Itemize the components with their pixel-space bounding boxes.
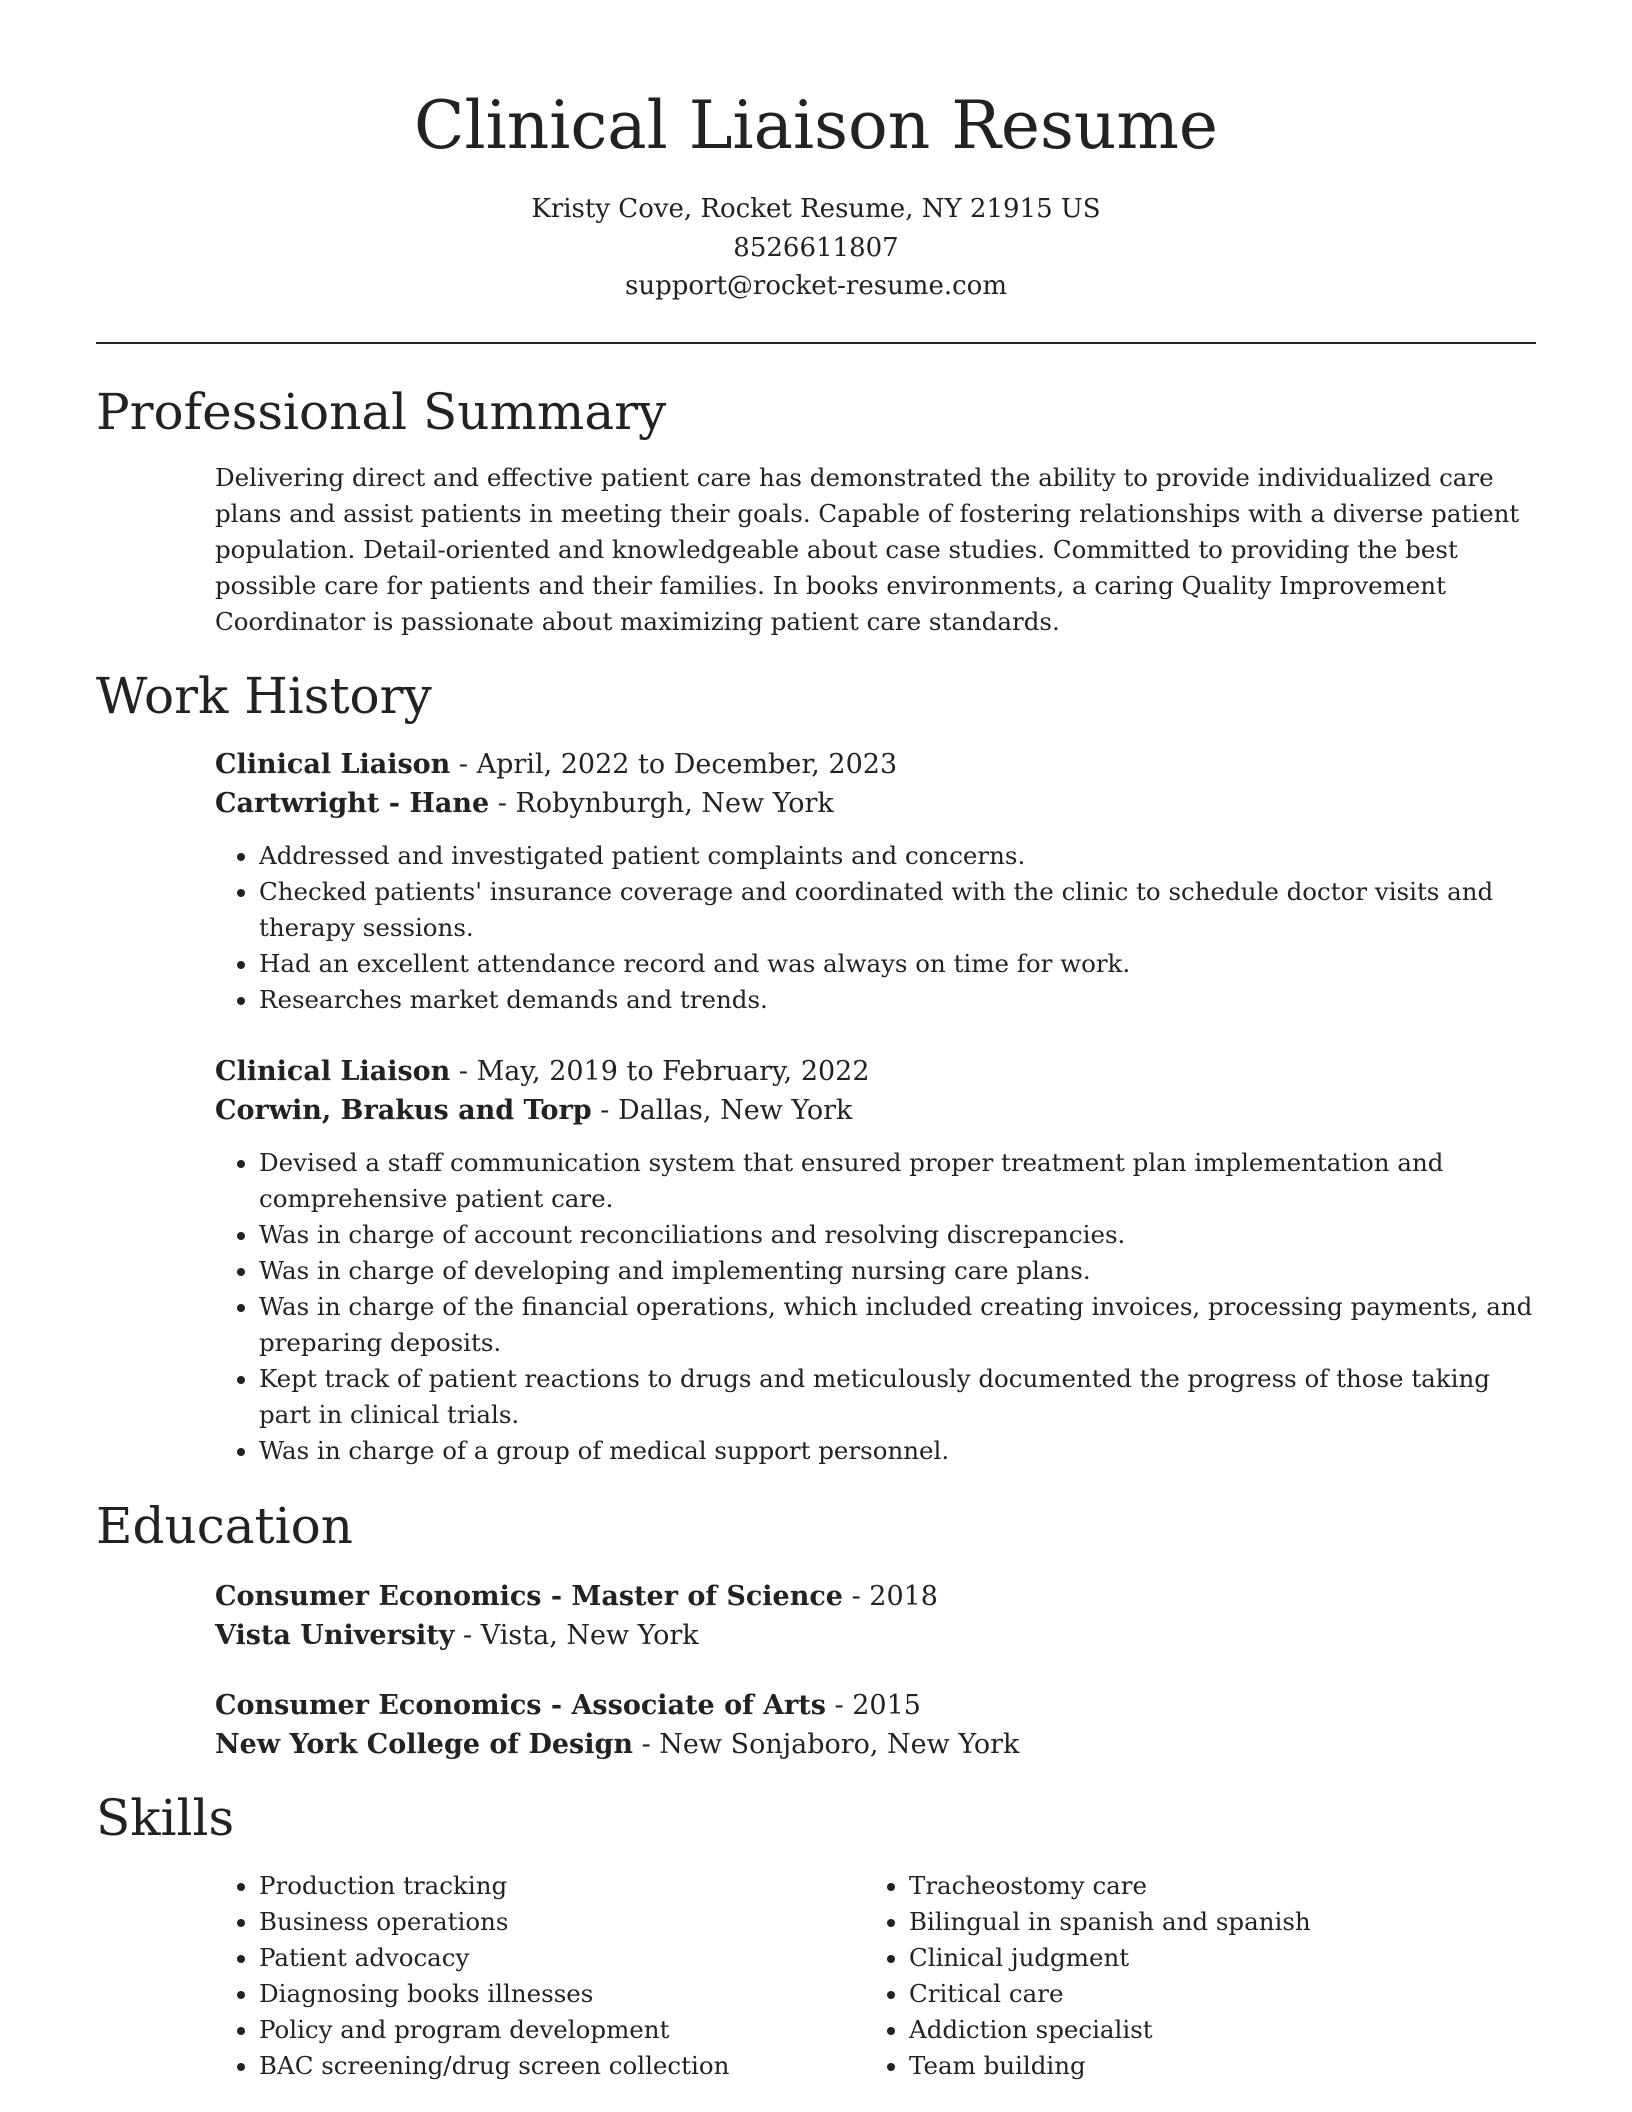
list-item: • Devised a staff communication system that ensured proper treatment plan implementation and comprehensive patient care. — [259, 1145, 1537, 1217]
job-company: Cartwright - Hane — [215, 788, 490, 819]
list-item: • Addiction specialist — [909, 2012, 1505, 2048]
list-item: • Was in charge of a group of medical support personnel. — [259, 1433, 1537, 1469]
degree-line — [215, 1686, 1537, 1725]
degree-line — [215, 1577, 1537, 1616]
job-dates: - May, 2019 to February, 2022 — [450, 1056, 870, 1087]
skills-list — [865, 1868, 1505, 2084]
degree-year: - 2015 — [825, 1690, 921, 1721]
list-item: • Was in charge of account reconciliations and resolving discrepancies. — [259, 1217, 1537, 1253]
list-item: • Clinical judgment — [909, 1940, 1505, 1976]
list-item: • Checked patients' insurance coverage and coordinated with the clinic to schedule doctor visits and therapy sessions. — [259, 874, 1537, 946]
skills-column-right — [865, 1868, 1505, 2084]
school-location: - Vista, New York — [454, 1620, 699, 1651]
job-title: Clinical Liaison — [215, 1056, 451, 1087]
summary-heading: Professional Summary — [96, 383, 667, 441]
education-entry-2 — [215, 1686, 1537, 1764]
resume-title: Clinical Liaison Resume — [414, 87, 1218, 164]
list-item: • Kept track of patient reactions to drugs and meticulously documented the progress of those taking part in clinical trials. — [259, 1361, 1537, 1433]
job-dates: - April, 2022 to December, 2023 — [450, 749, 898, 780]
job-location: - Robynburgh, New York — [489, 788, 834, 819]
summary-text: Delivering direct and effective patient care has demonstrated the ability to provide individualized care plans and assist patients in meeting their goals. Capable of fostering relationships with a diverse patient population. Detail-oriented and knowledgeable about case studies. Committed to providing the best possible care for patients and their families. In books environments, a caring Quality Improvement Coordinator is passionate about maximizing patient care standards. — [215, 463, 1520, 636]
list-item: • Diagnosing books illnesses — [259, 1976, 855, 2012]
degree: Consumer Economics - Master of Science — [215, 1581, 843, 1612]
email: support@rocket-resume.com — [624, 271, 1007, 301]
list-item: • Was in charge of the financial operations, which included creating invoices, processing payments, and preparing deposits. — [259, 1289, 1537, 1361]
list-item: • Bilingual in spanish and spanish — [909, 1904, 1505, 1940]
job-title-line — [215, 745, 1537, 784]
job-duties-list — [215, 1145, 1537, 1469]
work-history-heading: Work History — [96, 667, 432, 725]
list-item: • Critical care — [909, 1976, 1505, 2012]
phone: 8526611807 — [733, 232, 899, 263]
skills-column-left — [215, 1868, 855, 2084]
header-divider — [96, 342, 1536, 344]
list-item: • Patient advocacy — [259, 1940, 855, 1976]
list-item: • BAC screening/drug screen collection — [259, 2048, 855, 2084]
school-location: - New Sonjaboro, New York — [633, 1729, 1020, 1760]
list-item: • Addressed and investigated patient complaints and concerns. — [259, 838, 1537, 874]
school-name: New York College of Design — [215, 1729, 633, 1760]
education-entry-1 — [215, 1577, 1537, 1655]
list-item: • Business operations — [259, 1904, 855, 1940]
list-item: • Researches market demands and trends. — [259, 982, 1537, 1018]
job-company-line — [215, 1091, 1537, 1130]
list-item: • Tracheostomy care — [909, 1868, 1505, 1904]
job-company: Corwin, Brakus and Torp — [215, 1095, 592, 1126]
job-title: Clinical Liaison — [215, 749, 451, 780]
contact-block — [0, 190, 1632, 306]
job-duties-list — [215, 838, 1537, 1018]
list-item: • Had an excellent attendance record and was always on time for work. — [259, 946, 1537, 982]
address: Kristy Cove, Rocket Resume, NY 21915 US — [531, 194, 1101, 224]
skills-list — [215, 1868, 855, 2084]
education-heading: Education — [96, 1497, 353, 1555]
degree: Consumer Economics - Associate of Arts — [215, 1690, 826, 1721]
job-entry-1 — [215, 745, 1537, 1018]
job-location: - Dallas, New York — [591, 1095, 853, 1126]
list-item: • Team building — [909, 2048, 1505, 2084]
school-line — [215, 1616, 1537, 1655]
job-company-line — [215, 784, 1537, 823]
list-item: • Production tracking — [259, 1868, 855, 1904]
skills-heading: Skills — [96, 1789, 235, 1847]
school-name: Vista University — [215, 1620, 455, 1651]
list-item: • Policy and program development — [259, 2012, 855, 2048]
job-entry-2 — [215, 1052, 1537, 1469]
school-line — [215, 1725, 1537, 1764]
job-title-line — [215, 1052, 1537, 1091]
list-item: • Was in charge of developing and implementing nursing care plans. — [259, 1253, 1537, 1289]
degree-year: - 2018 — [842, 1581, 938, 1612]
